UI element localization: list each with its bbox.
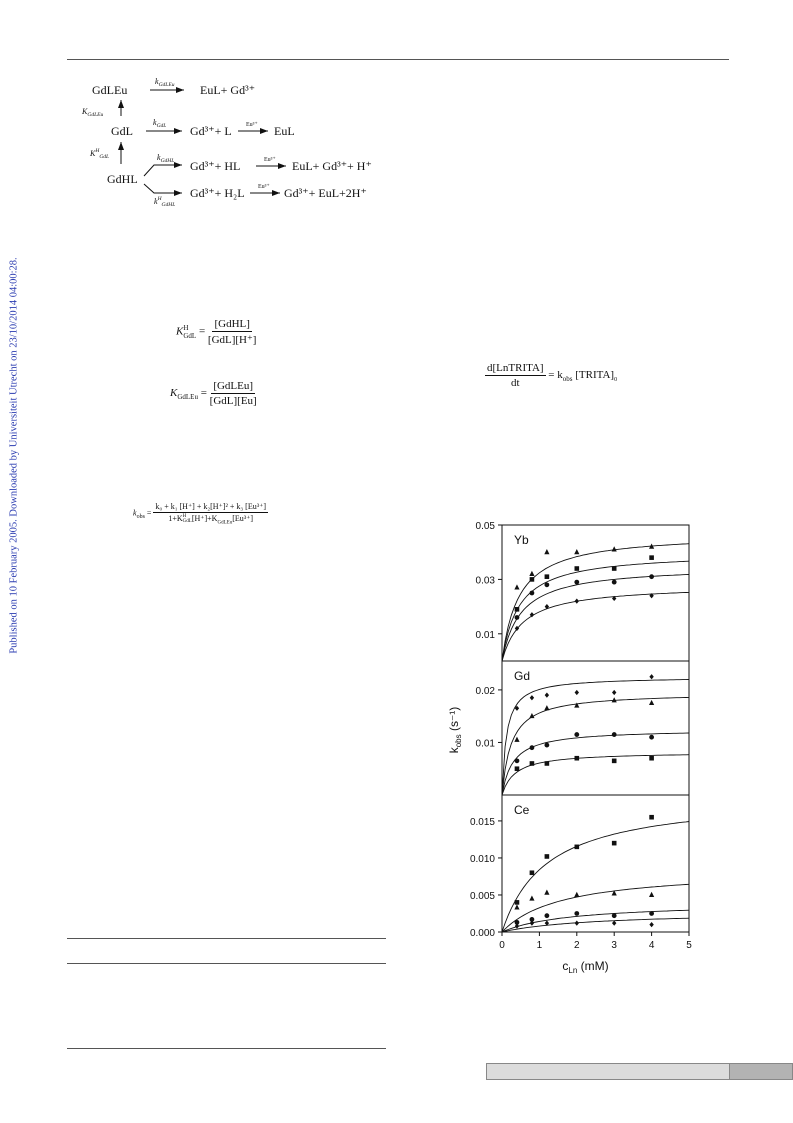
x-tick-label: 5: [686, 940, 692, 951]
footnote-rule-1: [67, 938, 386, 939]
scheme-k-gdhl: k: [157, 153, 161, 162]
data-point-triangle: [544, 549, 549, 554]
footnote-rule-2: [67, 963, 386, 964]
kobs-chart: [440, 515, 710, 985]
y-tick-label: 0.01: [475, 738, 495, 750]
data-point-circle: [515, 615, 520, 620]
data-point-circle: [649, 574, 654, 579]
scheme-gdleu: GdLEu: [92, 83, 128, 97]
scheme-prod3b: EuL+ Gd³⁺+ H⁺: [292, 159, 372, 173]
y-tick-label: 0.03: [475, 575, 495, 587]
data-point-square: [649, 815, 654, 820]
data-point-diamond: [575, 921, 579, 926]
data-point-square: [530, 577, 535, 582]
data-point-diamond: [612, 921, 616, 926]
data-point-triangle: [514, 904, 519, 909]
y-axis-label: $k_{obs}$ (s⁻¹): [447, 706, 463, 754]
svg-text:kGdLEu: $k_{GdLEu}$: [155, 77, 175, 88]
footer-bar-end: [729, 1064, 792, 1079]
equation-4: $\frac{\text{d[LnTRITA]}}{dt}$ = $k_{obs}$ $[TRITA]_0$: [487, 362, 618, 389]
scheme-prod4b: Gd³⁺+ EuL+2H⁺: [284, 186, 367, 200]
data-point-diamond: [575, 690, 579, 695]
data-point-square: [515, 607, 520, 612]
equation-2: $K_{GdLEu}$ = $\frac{\text{[GdLEu]}}{\text{[GdL][Eu]}}$: [170, 380, 257, 407]
data-point-circle: [574, 580, 579, 585]
x-tick-label: 3: [611, 940, 617, 951]
x-tick-label: 2: [574, 940, 580, 951]
scheme-eu3: Eu³⁺: [258, 184, 270, 190]
data-point-triangle: [514, 584, 519, 589]
equation-3: $k_{obs}$ = k₀ + k₁ [H⁺] + k₂[H⁺]² + k₃ [Eu³⁺] 1+K H GdL $[H^+]+K_{GdLEu}[Eu^{3+}]$: [133, 502, 267, 526]
scheme-prod2b: EuL: [274, 124, 295, 138]
scheme-prod3a: Gd³⁺+ HL: [190, 159, 241, 173]
y-tick-label: 0.05: [475, 521, 495, 532]
data-point-triangle: [612, 697, 617, 702]
data-point-circle: [612, 913, 617, 918]
svg-text:KGdLEu: $K_{GdLEu}$: [82, 107, 104, 118]
data-point-circle: [574, 911, 579, 916]
y-tick-label: 0.01: [475, 629, 495, 641]
scheme-gdhl: GdHL: [107, 172, 138, 186]
data-point-square: [545, 854, 550, 859]
data-point-circle: [544, 582, 549, 587]
data-point-square: [649, 756, 654, 761]
fit-curve: [502, 544, 689, 661]
data-point-circle: [530, 591, 535, 596]
scheme-K-gdleu: K: [82, 107, 88, 116]
data-point-circle: [544, 913, 549, 918]
fit-curve: [502, 697, 689, 795]
data-point-diamond: [649, 674, 653, 679]
data-point-square: [545, 761, 550, 766]
svg-text:kHGdHL: $k^H_{GdHL}$: [154, 196, 176, 208]
data-point-triangle: [514, 737, 519, 742]
svg-text:KHGdL: $K^H_{GdL}$: [90, 148, 110, 160]
y-tick-label: 0.000: [469, 928, 495, 939]
data-point-square: [530, 870, 535, 875]
scheme-prod1: EuL+ Gd³⁺: [200, 83, 256, 97]
fit-curve: [502, 755, 689, 795]
data-point-square: [575, 756, 580, 761]
data-point-diamond: [612, 690, 616, 695]
panel-label-gd: Gd: [514, 669, 531, 683]
y-tick-label: 0.015: [469, 816, 495, 828]
scheme-KH: K: [90, 149, 96, 158]
y-tick-label: 0.02: [475, 685, 495, 697]
data-point-triangle: [544, 705, 549, 710]
data-point-triangle: [612, 546, 617, 551]
x-axis-label: $c_{Ln}$ (mM): [562, 959, 609, 975]
svg-text:kGdL: $k_{GdL}$: [153, 118, 167, 129]
scheme-eu2: Eu³⁺: [264, 157, 276, 163]
data-point-circle: [649, 911, 654, 916]
data-point-diamond: [545, 693, 549, 698]
data-point-square: [612, 566, 617, 571]
data-point-circle: [574, 732, 579, 737]
data-point-triangle: [544, 890, 549, 895]
data-point-square: [545, 574, 550, 579]
panel-label-yb: Yb: [514, 533, 529, 547]
x-tick-label: 4: [648, 940, 655, 951]
y-tick-label: 0.005: [469, 890, 495, 902]
data-point-circle: [544, 743, 549, 748]
scheme-prod2a: Gd³⁺+ L: [190, 124, 232, 138]
data-point-triangle: [574, 549, 579, 554]
data-point-square: [515, 900, 520, 905]
data-point-square: [649, 555, 654, 560]
data-point-square: [515, 766, 520, 771]
data-point-diamond: [530, 921, 534, 926]
y-tick-label: 0.010: [469, 853, 495, 865]
reaction-scheme: [78, 72, 378, 212]
footnote-rule-3: [67, 1048, 386, 1049]
data-point-circle: [612, 580, 617, 585]
data-point-square: [530, 761, 535, 766]
panel-frame-gd: [502, 661, 689, 795]
x-tick-label: 0: [499, 940, 505, 951]
data-point-triangle: [529, 571, 534, 576]
data-point-square: [612, 841, 617, 846]
scheme-eu1: Eu³⁺: [246, 122, 258, 128]
fit-curve: [502, 680, 689, 796]
data-point-circle: [530, 745, 535, 750]
panel-label-ce: Ce: [514, 803, 530, 817]
fit-curve: [502, 884, 689, 932]
footer-bar: [486, 1063, 793, 1080]
publication-sidebar: [4, 250, 20, 670]
data-point-square: [612, 759, 617, 764]
data-point-diamond: [530, 695, 534, 700]
data-point-triangle: [529, 895, 534, 900]
data-point-diamond: [575, 599, 579, 604]
scheme-k-gdleu: k: [155, 77, 159, 86]
scheme-gdl: GdL: [111, 124, 133, 138]
x-tick-label: 1: [536, 940, 543, 951]
fit-curve: [502, 592, 689, 661]
scheme-prod4a: Gd³⁺+ H₂L: [190, 186, 245, 200]
sidebar-text: Published on 10 February 2005. Downloaded by Universiteit Utrecht on 23/10/2014 04:00:28.: [8, 257, 20, 654]
data-point-triangle: [649, 700, 654, 705]
equation-1: K H GdL = $\frac{\text{[GdHL]}}{\text{[GdL][H⁺]}}$: [176, 318, 257, 346]
data-point-square: [575, 845, 580, 850]
data-point-diamond: [515, 923, 519, 928]
fit-curve: [502, 910, 689, 932]
data-point-square: [575, 566, 580, 571]
scheme-kH-gdhl: k: [154, 197, 158, 206]
fit-curve: [502, 822, 689, 933]
scheme-k-gdl: k: [153, 118, 157, 127]
svg-text:kGdHL: $k_{GdHL}$: [157, 153, 175, 164]
data-point-diamond: [649, 922, 653, 927]
data-point-triangle: [574, 892, 579, 897]
data-point-circle: [649, 735, 654, 740]
header-rule: [67, 59, 729, 60]
data-point-circle: [612, 732, 617, 737]
fit-curve: [502, 575, 689, 662]
data-point-triangle: [649, 892, 654, 897]
data-point-circle: [515, 758, 520, 763]
